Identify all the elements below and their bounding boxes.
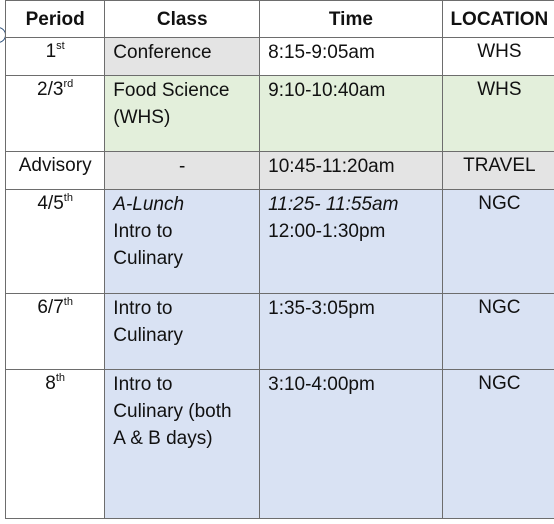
period-cell	[6, 152, 105, 190]
schedule-table	[5, 0, 554, 519]
class-text: Intro to	[113, 374, 173, 395]
time-cell	[260, 190, 443, 294]
period-cell	[6, 190, 105, 294]
table-row	[6, 152, 554, 190]
class-text: Culinary	[113, 325, 183, 346]
location-cell	[442, 370, 554, 519]
table-row	[6, 294, 554, 370]
location-text: WHS	[477, 41, 522, 62]
class-cell	[105, 190, 260, 294]
location-cell	[442, 190, 554, 294]
time-text: 1:35-3:05pm	[268, 298, 375, 319]
period-suffix: rd	[63, 77, 74, 90]
class-cell	[105, 370, 260, 519]
class-text: -	[179, 156, 186, 177]
class-text: Culinary (both	[113, 401, 232, 422]
class-cell	[105, 38, 260, 76]
header-period: Period	[6, 1, 105, 38]
location-cell	[442, 294, 554, 370]
period-number: Advisory	[18, 155, 92, 176]
period-suffix: th	[55, 371, 66, 384]
time-cell	[260, 38, 443, 76]
time-text: 10:45-11:20am	[268, 156, 395, 177]
location-text: WHS	[477, 79, 522, 100]
header-class: Class	[105, 1, 260, 38]
period-number: 8	[45, 373, 56, 394]
header-row	[6, 1, 554, 38]
class-text: Intro to	[113, 298, 173, 319]
header-time: Time	[260, 1, 443, 38]
period-number: 2/3	[37, 79, 64, 100]
table-row	[6, 190, 554, 294]
class-text: A & B days)	[113, 428, 213, 449]
period-cell	[6, 370, 105, 519]
period-number: 6/7	[37, 297, 64, 318]
time-text: 3:10-4:00pm	[268, 374, 375, 395]
class-cell	[105, 152, 260, 190]
period-number: 4/5	[37, 193, 64, 214]
location-text: TRAVEL	[463, 155, 536, 176]
period-suffix: st	[56, 39, 65, 52]
table-row	[6, 38, 554, 76]
period-number: 1	[45, 41, 57, 62]
class-text: Culinary	[113, 248, 183, 269]
class-text: Intro to	[113, 221, 173, 242]
period-suffix: th	[63, 191, 73, 204]
time-text: 12:00-1:30pm	[268, 221, 386, 242]
period-cell	[6, 294, 105, 370]
class-cell	[105, 294, 260, 370]
location-text: NGC	[478, 193, 521, 214]
period-cell	[6, 38, 105, 76]
location-text: NGC	[478, 297, 521, 318]
location-text: NGC	[478, 373, 521, 394]
table-row	[6, 370, 554, 519]
time-cell	[260, 152, 443, 190]
class-cell	[105, 76, 260, 152]
location-cell	[442, 152, 554, 190]
class-text: Food Science	[113, 80, 230, 101]
location-cell	[442, 38, 554, 76]
time-text: 8:15-9:05am	[268, 42, 375, 63]
period-cell	[6, 76, 105, 152]
location-cell	[442, 76, 554, 152]
period-suffix: th	[63, 295, 73, 308]
class-text: Conference	[113, 42, 212, 63]
time-cell	[260, 294, 443, 370]
class-text: (WHS)	[113, 107, 171, 128]
time-text: 9:10-10:40am	[268, 80, 386, 101]
header-location: LOCATION	[442, 1, 554, 38]
lunch-label: A-Lunch	[113, 194, 185, 215]
lunch-time: 11:25- 11:55am	[268, 194, 399, 215]
table-row	[6, 76, 554, 152]
time-cell	[260, 370, 443, 519]
time-cell	[260, 76, 443, 152]
